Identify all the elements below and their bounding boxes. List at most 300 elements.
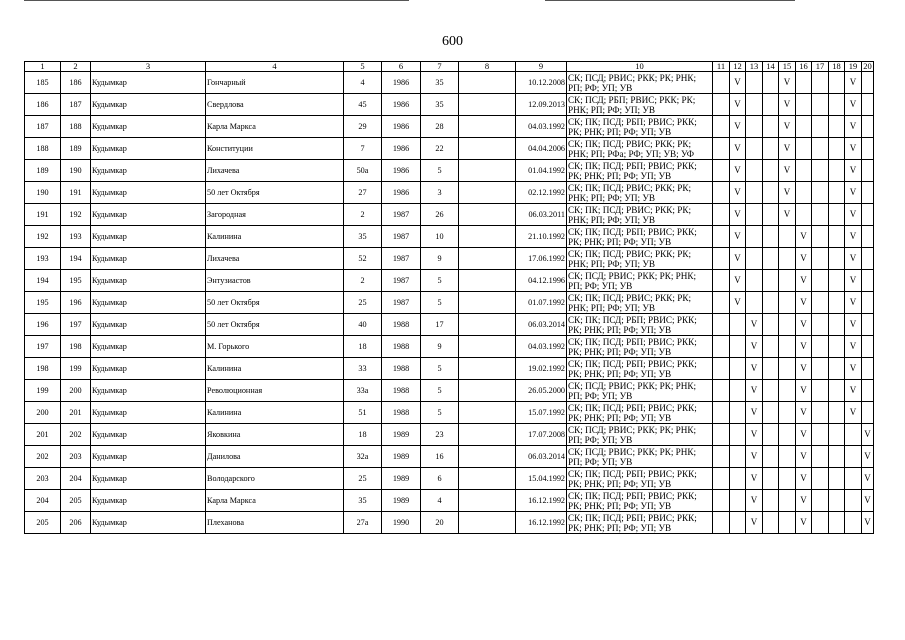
year-cell: 1990 (382, 512, 421, 534)
column-header-13: 13 (746, 62, 763, 72)
mark-cell-17 (812, 468, 829, 490)
mark-cell-14 (763, 446, 779, 468)
mark-cell-13: V (746, 336, 763, 358)
mark-cell-13: V (746, 358, 763, 380)
mark-cell-17 (812, 72, 829, 94)
mark-cell-17 (812, 336, 829, 358)
city-cell: Кудымкар (91, 424, 206, 446)
record-number: 199 (61, 358, 91, 380)
record-number: 194 (61, 248, 91, 270)
record-number: 191 (61, 182, 91, 204)
mark-cell-12 (730, 380, 746, 402)
mark-cell-12 (730, 468, 746, 490)
column-7-cell: 5 (421, 402, 459, 424)
mark-cell-20 (862, 72, 874, 94)
city-cell: Кудымкар (91, 182, 206, 204)
mark-cell-18 (829, 358, 845, 380)
row-number: 202 (25, 446, 61, 468)
mark-cell-19: V (845, 138, 862, 160)
mark-cell-14 (763, 270, 779, 292)
column-header-6: 6 (382, 62, 421, 72)
column-header-12: 12 (730, 62, 746, 72)
column-8-cell (459, 424, 516, 446)
column-7-cell: 5 (421, 358, 459, 380)
house-cell: 35 (344, 226, 382, 248)
record-number: 205 (61, 490, 91, 512)
mark-cell-16: V (796, 270, 812, 292)
mark-cell-16: V (796, 424, 812, 446)
street-cell: Загородная (206, 204, 344, 226)
mark-cell-13: V (746, 468, 763, 490)
mark-cell-16: V (796, 248, 812, 270)
mark-cell-19: V (845, 226, 862, 248)
row-number: 189 (25, 160, 61, 182)
year-cell: 1989 (382, 468, 421, 490)
mark-cell-16 (796, 72, 812, 94)
column-8-cell (459, 248, 516, 270)
works-cell: СК; ПК; ПСД; РБП; РВИС; РКК; РК; РНК; РП; РФ; УП; УВ (567, 314, 713, 336)
mark-cell-11 (713, 182, 730, 204)
street-cell: Калинина (206, 358, 344, 380)
mark-cell-14 (763, 226, 779, 248)
mark-cell-13: V (746, 380, 763, 402)
column-header-1: 1 (25, 62, 61, 72)
city-cell: Кудымкар (91, 380, 206, 402)
city-cell: Кудымкар (91, 72, 206, 94)
top-rule-left (24, 0, 409, 1)
year-cell: 1987 (382, 226, 421, 248)
works-cell: СК; ПК; ПСД; РБП; РВИС; РКК; РК; РНК; РП; РФ; УП; УВ (567, 490, 713, 512)
column-7-cell: 26 (421, 204, 459, 226)
mark-cell-11 (713, 424, 730, 446)
row-number: 191 (25, 204, 61, 226)
year-cell: 1987 (382, 292, 421, 314)
mark-cell-15: V (779, 138, 796, 160)
row-number: 190 (25, 182, 61, 204)
mark-cell-15 (779, 512, 796, 534)
column-8-cell (459, 446, 516, 468)
row-number: 188 (25, 138, 61, 160)
city-cell: Кудымкар (91, 314, 206, 336)
mark-cell-11 (713, 380, 730, 402)
mark-cell-19: V (845, 402, 862, 424)
row-number: 193 (25, 248, 61, 270)
mark-cell-13 (746, 160, 763, 182)
mark-cell-13 (746, 204, 763, 226)
mark-cell-20 (862, 270, 874, 292)
date-cell: 21.10.1992 (516, 226, 567, 248)
column-8-cell (459, 314, 516, 336)
mark-cell-12: V (730, 72, 746, 94)
mark-cell-11 (713, 248, 730, 270)
works-cell: СК; ПСД; РВИС; РКК; РК; РНК; РП; РФ; УП; УВ (567, 72, 713, 94)
mark-cell-18 (829, 314, 845, 336)
column-header-9: 9 (516, 62, 567, 72)
mark-cell-17 (812, 446, 829, 468)
mark-cell-18 (829, 292, 845, 314)
column-8-cell (459, 226, 516, 248)
mark-cell-12 (730, 512, 746, 534)
city-cell: Кудымкар (91, 204, 206, 226)
record-number: 188 (61, 116, 91, 138)
works-cell: СК; ПСД; РВИС; РКК; РК; РНК; РП; РФ; УП; УВ (567, 380, 713, 402)
mark-cell-18 (829, 402, 845, 424)
works-cell: СК; ПСД; РВИС; РКК; РК; РНК; РП; РФ; УП; УВ (567, 424, 713, 446)
mark-cell-19: V (845, 358, 862, 380)
works-cell: СК; ПК; ПСД; РБП; РВИС; РКК; РК; РНК; РП; РФ; УП; УВ (567, 226, 713, 248)
mark-cell-16: V (796, 314, 812, 336)
house-cell: 33 (344, 358, 382, 380)
year-cell: 1986 (382, 160, 421, 182)
mark-cell-16 (796, 182, 812, 204)
column-7-cell: 20 (421, 512, 459, 534)
mark-cell-17 (812, 402, 829, 424)
mark-cell-13 (746, 72, 763, 94)
table-row (25, 116, 874, 138)
row-number: 205 (25, 512, 61, 534)
mark-cell-12: V (730, 160, 746, 182)
column-8-cell (459, 72, 516, 94)
mark-cell-15 (779, 314, 796, 336)
year-cell: 1986 (382, 72, 421, 94)
date-cell: 04.03.1992 (516, 116, 567, 138)
mark-cell-20 (862, 116, 874, 138)
mark-cell-17 (812, 248, 829, 270)
date-cell: 04.04.2006 (516, 138, 567, 160)
table-row (25, 160, 874, 182)
mark-cell-13: V (746, 402, 763, 424)
mark-cell-13: V (746, 314, 763, 336)
date-cell: 17.07.2008 (516, 424, 567, 446)
column-header-5: 5 (344, 62, 382, 72)
house-cell: 33а (344, 380, 382, 402)
house-cell: 2 (344, 270, 382, 292)
column-7-cell: 5 (421, 380, 459, 402)
mark-cell-13 (746, 182, 763, 204)
year-cell: 1986 (382, 94, 421, 116)
column-header-11: 11 (713, 62, 730, 72)
year-cell: 1989 (382, 490, 421, 512)
city-cell: Кудымкар (91, 490, 206, 512)
street-cell: Данилова (206, 446, 344, 468)
mark-cell-15: V (779, 160, 796, 182)
mark-cell-15 (779, 226, 796, 248)
year-cell: 1986 (382, 116, 421, 138)
date-cell: 10.12.2008 (516, 72, 567, 94)
register-table (24, 61, 874, 534)
date-cell: 06.03.2014 (516, 446, 567, 468)
house-cell: 50а (344, 160, 382, 182)
column-header-14: 14 (763, 62, 779, 72)
city-cell: Кудымкар (91, 160, 206, 182)
date-cell: 26.05.2000 (516, 380, 567, 402)
column-header-8: 8 (459, 62, 516, 72)
mark-cell-18 (829, 512, 845, 534)
house-cell: 25 (344, 292, 382, 314)
mark-cell-14 (763, 380, 779, 402)
column-8-cell (459, 402, 516, 424)
works-cell: СК; ПК; ПСД; РВИС; РКК; РК; РНК; РП; РФ; УП; УВ (567, 204, 713, 226)
mark-cell-20 (862, 248, 874, 270)
mark-cell-13: V (746, 446, 763, 468)
street-cell: Карла Маркса (206, 490, 344, 512)
street-cell: М. Горького (206, 336, 344, 358)
column-8-cell (459, 204, 516, 226)
mark-cell-17 (812, 490, 829, 512)
column-8-cell (459, 138, 516, 160)
mark-cell-14 (763, 248, 779, 270)
mark-cell-16: V (796, 226, 812, 248)
mark-cell-14 (763, 72, 779, 94)
table-row (25, 314, 874, 336)
date-cell: 06.03.2011 (516, 204, 567, 226)
mark-cell-12 (730, 336, 746, 358)
street-cell: Калинина (206, 402, 344, 424)
mark-cell-20 (862, 160, 874, 182)
mark-cell-15 (779, 358, 796, 380)
mark-cell-11 (713, 446, 730, 468)
mark-cell-12 (730, 358, 746, 380)
record-number: 204 (61, 468, 91, 490)
house-cell: 4 (344, 72, 382, 94)
date-cell: 16.12.1992 (516, 512, 567, 534)
mark-cell-18 (829, 160, 845, 182)
mark-cell-20 (862, 182, 874, 204)
table-row (25, 358, 874, 380)
mark-cell-16: V (796, 358, 812, 380)
mark-cell-19: V (845, 336, 862, 358)
mark-cell-15 (779, 402, 796, 424)
date-cell: 01.04.1992 (516, 160, 567, 182)
mark-cell-11 (713, 204, 730, 226)
mark-cell-13: V (746, 490, 763, 512)
mark-cell-15 (779, 336, 796, 358)
mark-cell-11 (713, 116, 730, 138)
mark-cell-18 (829, 270, 845, 292)
date-cell: 12.09.2013 (516, 94, 567, 116)
mark-cell-12: V (730, 116, 746, 138)
mark-cell-18 (829, 116, 845, 138)
row-number: 187 (25, 116, 61, 138)
date-cell: 02.12.1992 (516, 182, 567, 204)
record-number: 203 (61, 446, 91, 468)
mark-cell-15 (779, 292, 796, 314)
record-number: 198 (61, 336, 91, 358)
mark-cell-20 (862, 336, 874, 358)
column-8-cell (459, 270, 516, 292)
mark-cell-11 (713, 138, 730, 160)
top-rule-right (545, 0, 795, 1)
mark-cell-18 (829, 468, 845, 490)
mark-cell-20 (862, 138, 874, 160)
mark-cell-13 (746, 116, 763, 138)
column-8-cell (459, 380, 516, 402)
mark-cell-15 (779, 490, 796, 512)
column-header-20: 20 (863, 61, 872, 71)
mark-cell-14 (763, 468, 779, 490)
mark-cell-13 (746, 138, 763, 160)
record-number: 200 (61, 380, 91, 402)
record-number: 193 (61, 226, 91, 248)
works-cell: СК; ПК; ПСД; РБП; РВИС; РКК; РК; РНК; РП; РФ; УП; УВ (567, 512, 713, 534)
column-7-cell: 6 (421, 468, 459, 490)
column-7-cell: 28 (421, 116, 459, 138)
mark-cell-20: V (862, 490, 874, 512)
mark-cell-17 (812, 138, 829, 160)
column-7-cell: 5 (421, 270, 459, 292)
column-header-2: 2 (61, 62, 91, 72)
works-cell: СК; ПК; ПСД; РВИС; РКК; РК; РНК; РП; РФ; УП; УВ (567, 248, 713, 270)
mark-cell-13 (746, 248, 763, 270)
year-cell: 1987 (382, 270, 421, 292)
works-cell: СК; ПК; ПСД; РБП; РВИС; РКК; РК; РНК; РП; РФ; УП; УВ (567, 116, 713, 138)
mark-cell-20: V (862, 468, 874, 490)
city-cell: Кудымкар (91, 248, 206, 270)
table-row (25, 468, 874, 490)
mark-cell-14 (763, 402, 779, 424)
mark-cell-14 (763, 94, 779, 116)
mark-cell-15 (779, 446, 796, 468)
mark-cell-17 (812, 226, 829, 248)
mark-cell-11 (713, 336, 730, 358)
city-cell: Кудымкар (91, 138, 206, 160)
column-header-19: 19 (845, 62, 862, 72)
mark-cell-13 (746, 270, 763, 292)
column-header-17: 17 (812, 62, 829, 72)
record-number: 197 (61, 314, 91, 336)
table-row (25, 446, 874, 468)
row-number: 200 (25, 402, 61, 424)
mark-cell-20: V (862, 424, 874, 446)
mark-cell-17 (812, 424, 829, 446)
table-row (25, 248, 874, 270)
mark-cell-11 (713, 358, 730, 380)
city-cell: Кудымкар (91, 468, 206, 490)
house-cell: 29 (344, 116, 382, 138)
mark-cell-19 (845, 446, 862, 468)
works-cell: СК; ПК; ПСД; РБП; РВИС; РКК; РК; РНК; РП; РФ; УП; УВ (567, 160, 713, 182)
mark-cell-11 (713, 512, 730, 534)
mark-cell-17 (812, 314, 829, 336)
works-cell: СК; ПК; ПСД; РВИС; РКК; РК; РНК; РП; РФ; УП; УВ (567, 292, 713, 314)
column-8-cell (459, 512, 516, 534)
mark-cell-19: V (845, 314, 862, 336)
mark-cell-17 (812, 380, 829, 402)
street-cell: Плеханова (206, 512, 344, 534)
column-7-cell: 35 (421, 94, 459, 116)
mark-cell-17 (812, 512, 829, 534)
mark-cell-18 (829, 380, 845, 402)
mark-cell-11 (713, 490, 730, 512)
mark-cell-14 (763, 314, 779, 336)
mark-cell-16: V (796, 468, 812, 490)
mark-cell-12: V (730, 248, 746, 270)
mark-cell-20 (862, 204, 874, 226)
works-cell: СК; ПК; ПСД; РБП; РВИС; РКК; РК; РНК; РП; РФ; УП; УВ (567, 358, 713, 380)
mark-cell-20 (862, 292, 874, 314)
mark-cell-19 (845, 424, 862, 446)
column-7-cell: 9 (421, 248, 459, 270)
mark-cell-12: V (730, 204, 746, 226)
mark-cell-15 (779, 270, 796, 292)
house-cell: 32а (344, 446, 382, 468)
column-header-18: 18 (829, 62, 845, 72)
street-cell: 50 лет Октября (206, 182, 344, 204)
mark-cell-14 (763, 160, 779, 182)
mark-cell-13 (746, 292, 763, 314)
house-cell: 51 (344, 402, 382, 424)
mark-cell-16: V (796, 292, 812, 314)
mark-cell-13 (746, 226, 763, 248)
works-cell: СК; ПСД; РБП; РВИС; РКК; РК; РНК; РП; РФ; УП; УВ (567, 94, 713, 116)
mark-cell-18 (829, 182, 845, 204)
mark-cell-12: V (730, 138, 746, 160)
column-7-cell: 22 (421, 138, 459, 160)
works-cell: СК; ПК; ПСД; РБП; РВИС; РКК; РК; РНК; РП; РФ; УП; УВ (567, 402, 713, 424)
record-number: 187 (61, 94, 91, 116)
mark-cell-12 (730, 402, 746, 424)
mark-cell-15: V (779, 72, 796, 94)
mark-cell-19: V (845, 270, 862, 292)
column-8-cell (459, 292, 516, 314)
mark-cell-14 (763, 424, 779, 446)
table-row (25, 512, 874, 534)
date-cell: 15.07.1992 (516, 402, 567, 424)
date-cell: 17.06.1992 (516, 248, 567, 270)
mark-cell-16 (796, 138, 812, 160)
column-8-cell (459, 336, 516, 358)
record-number: 202 (61, 424, 91, 446)
works-cell: СК; ПСД; РВИС; РКК; РК; РНК; РП; РФ; УП; УВ (567, 270, 713, 292)
row-number: 198 (25, 358, 61, 380)
mark-cell-20 (862, 358, 874, 380)
column-7-cell: 4 (421, 490, 459, 512)
table-row (25, 490, 874, 512)
year-cell: 1988 (382, 358, 421, 380)
city-cell: Кудымкар (91, 292, 206, 314)
mark-cell-16: V (796, 380, 812, 402)
page-number: 600 (442, 34, 463, 49)
table-row (25, 270, 874, 292)
mark-cell-11 (713, 314, 730, 336)
row-number: 186 (25, 94, 61, 116)
record-number: 206 (61, 512, 91, 534)
column-8-cell (459, 358, 516, 380)
column-header-16: 16 (796, 62, 812, 72)
column-header-15: 15 (779, 62, 796, 72)
table-row (25, 380, 874, 402)
mark-cell-11 (713, 94, 730, 116)
table-row (25, 424, 874, 446)
street-cell: Володарского (206, 468, 344, 490)
column-8-cell (459, 182, 516, 204)
mark-cell-15: V (779, 182, 796, 204)
street-cell: Лихачева (206, 160, 344, 182)
house-cell: 52 (344, 248, 382, 270)
table-row (25, 226, 874, 248)
mark-cell-17 (812, 116, 829, 138)
house-cell: 7 (344, 138, 382, 160)
mark-cell-19: V (845, 72, 862, 94)
street-cell: Лихачева (206, 248, 344, 270)
table-body (25, 72, 874, 534)
column-7-cell: 9 (421, 336, 459, 358)
mark-cell-15: V (779, 116, 796, 138)
mark-cell-18 (829, 94, 845, 116)
street-cell: Яковкина (206, 424, 344, 446)
header-row (25, 62, 874, 72)
column-7-cell: 3 (421, 182, 459, 204)
